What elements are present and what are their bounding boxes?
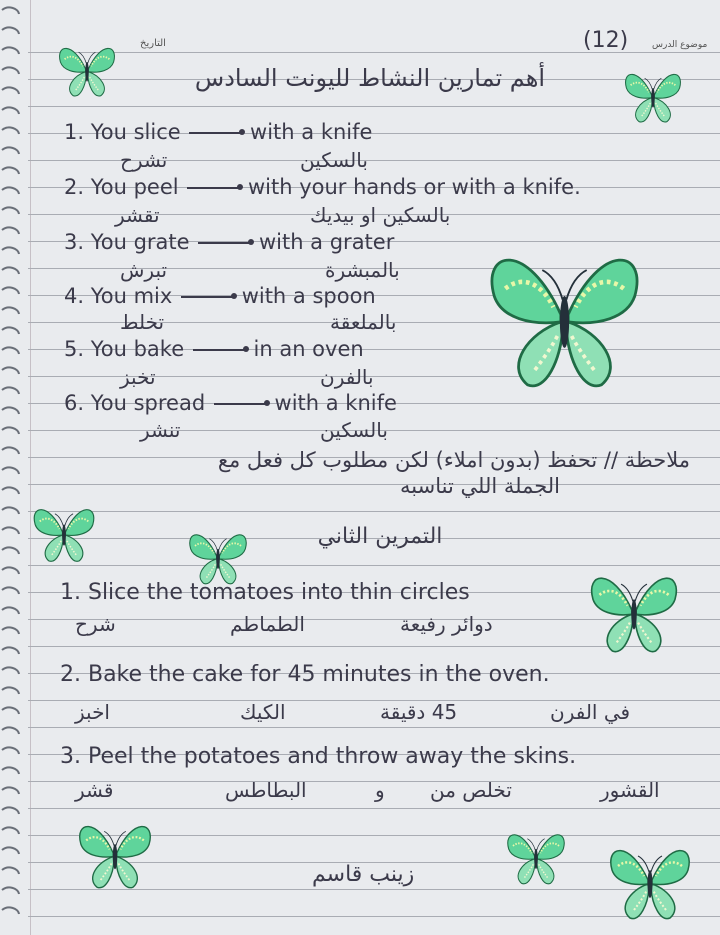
spiral-coil [2, 27, 19, 34]
note-line-1: ملاحظة // تحفظ (بدون املاء) لكن مطلوب كل فعل مع [217, 448, 690, 472]
spiral-coil [2, 127, 19, 134]
spiral-coil [2, 407, 19, 414]
spiral-binding [0, 0, 22, 935]
spiral-coil [2, 867, 19, 874]
arrow-dash [214, 403, 266, 405]
spiral-coil [2, 67, 19, 74]
spiral-coil [2, 447, 19, 454]
spiral-coil [2, 647, 19, 654]
arrow-dash [189, 132, 241, 134]
exercise-2-tool-ar: بالسكين او بيديك [310, 203, 451, 227]
spiral-coil [2, 187, 19, 194]
sentence-3-ar-skins: القشور [600, 778, 660, 802]
spiral-coil [2, 487, 19, 494]
lesson-number-box: (12) [583, 28, 629, 53]
spiral-coil [2, 107, 19, 114]
sentence-2-ar-place: في الفرن [550, 700, 631, 724]
butterfly-icon [618, 60, 688, 130]
exercise-verb: 2. You peel [64, 175, 179, 199]
spiral-coil [2, 267, 19, 274]
exercise-4-verb-ar: تخلط [120, 310, 165, 334]
spiral-coil [2, 907, 19, 914]
sentence-3: 3. Peel the potatoes and throw away the skins. [60, 744, 577, 769]
sentence-3-ar-object: البطاطس [225, 778, 307, 802]
spiral-coil [2, 627, 19, 634]
exercise-5-tool-ar: بالفرن [320, 365, 374, 389]
exercise-3-tool-ar: بالمبشرة [325, 258, 400, 282]
exercise-6-tool-ar: بالسكين [320, 418, 388, 442]
spiral-coil [2, 827, 19, 834]
spiral-coil [2, 507, 19, 514]
exercise-tool: with a knife [250, 120, 373, 144]
spiral-coil [2, 347, 19, 354]
section2-title: التمرين الثاني [317, 524, 443, 549]
lesson-number: 12 [591, 28, 620, 53]
arrow-dash [193, 349, 245, 351]
date-label: التاريخ [140, 38, 166, 49]
exercise-2 [64, 175, 581, 199]
ruled-line [28, 727, 720, 728]
spiral-coil [2, 327, 19, 334]
butterfly-icon [70, 808, 160, 898]
exercise-tool: with a knife [274, 391, 397, 415]
exercise-6-verb-ar: تنشر [140, 418, 181, 442]
butterfly-icon [600, 830, 700, 930]
spiral-coil [2, 87, 19, 94]
sentence-3-ar-verb: قشر [75, 778, 114, 802]
butterfly-icon [500, 820, 572, 892]
arrow-dash [181, 296, 233, 298]
spiral-coil [2, 287, 19, 294]
page-title: أهم تمارين النشاط لليونت السادس [194, 64, 546, 92]
spiral-coil [2, 567, 19, 574]
signature: زينب قاسم [312, 862, 415, 887]
spiral-coil [2, 767, 19, 774]
spiral-coil [2, 687, 19, 694]
spiral-coil [2, 47, 19, 54]
spiral-coil [2, 727, 19, 734]
exercise-verb: 4. You mix [64, 284, 173, 308]
spiral-coil [2, 147, 19, 154]
spiral-coil [2, 167, 19, 174]
lesson-label: موضوع الدرس [652, 40, 708, 50]
spiral-coil [2, 607, 19, 614]
spiral-coil [2, 307, 19, 314]
exercise-4-tool-ar: بالملعقة [330, 310, 397, 334]
spiral-coil [2, 227, 19, 234]
butterfly-icon [182, 520, 254, 592]
sentence-1-ar-verb: شرح [75, 612, 116, 636]
ruled-line [28, 106, 720, 107]
spiral-coil [2, 427, 19, 434]
sentence-2-ar-time: 45 دقيقة [380, 700, 458, 724]
spiral-coil [2, 387, 19, 394]
spiral-coil [2, 207, 19, 214]
spiral-coil [2, 807, 19, 814]
exercise-verb: 5. You bake [64, 337, 185, 361]
butterfly-icon [472, 222, 657, 407]
exercise-1-tool-ar: بالسكين [300, 148, 368, 172]
sentence-1: 1. Slice the tomatoes into thin circles [60, 580, 470, 605]
exercise-3-verb-ar: تبرش [120, 258, 168, 282]
spiral-coil [2, 707, 19, 714]
sentence-2-ar-object: الكيك [240, 700, 286, 724]
exercise-1 [64, 120, 372, 144]
arrow-dash [187, 187, 239, 189]
spiral-coil [2, 847, 19, 854]
spiral-coil [2, 247, 19, 254]
exercise-6 [64, 391, 397, 415]
exercise-verb: 6. You spread [64, 391, 206, 415]
exercise-5 [64, 337, 364, 361]
spiral-coil [2, 547, 19, 554]
exercise-tool: with a grater [258, 230, 395, 254]
sentence-1-ar-rest: دوائر رفيعة [400, 612, 493, 636]
spiral-coil [2, 467, 19, 474]
exercise-1-verb-ar: تشرح [120, 148, 168, 172]
exercise-3 [64, 230, 394, 254]
exercise-5-verb-ar: تخبز [120, 365, 156, 389]
butterfly-icon [52, 34, 122, 104]
spiral-coil [2, 587, 19, 594]
exercise-tool: with a spoon [241, 284, 376, 308]
ruled-line [28, 511, 720, 512]
exercise-verb: 1. You slice [64, 120, 181, 144]
spiral-coil [2, 527, 19, 534]
spiral-coil [2, 787, 19, 794]
exercise-4 [64, 284, 376, 308]
sentence-2: 2. Bake the cake for 45 minutes in the oven. [60, 662, 550, 687]
margin-line [30, 0, 31, 935]
spiral-coil [2, 367, 19, 374]
exercise-tool: with your hands or with a knife. [247, 175, 581, 199]
spiral-coil [2, 7, 19, 14]
sentence-3-ar-and: و [375, 778, 385, 802]
sentence-1-ar-object: الطماطم [230, 612, 305, 636]
butterfly-icon [580, 556, 688, 664]
exercise-tool: in an oven [253, 337, 364, 361]
sentence-3-ar-dispose: تخلص من [430, 778, 512, 802]
note-line-2: الجملة اللي تناسبه [400, 474, 560, 498]
arrow-dash [198, 242, 250, 244]
spiral-coil [2, 667, 19, 674]
exercise-2-verb-ar: تقشر [115, 203, 160, 227]
butterfly-icon [26, 494, 102, 570]
sentence-2-ar-verb: اخبز [75, 700, 110, 724]
spiral-coil [2, 887, 19, 894]
spiral-coil [2, 747, 19, 754]
exercise-verb: 3. You grate [64, 230, 190, 254]
